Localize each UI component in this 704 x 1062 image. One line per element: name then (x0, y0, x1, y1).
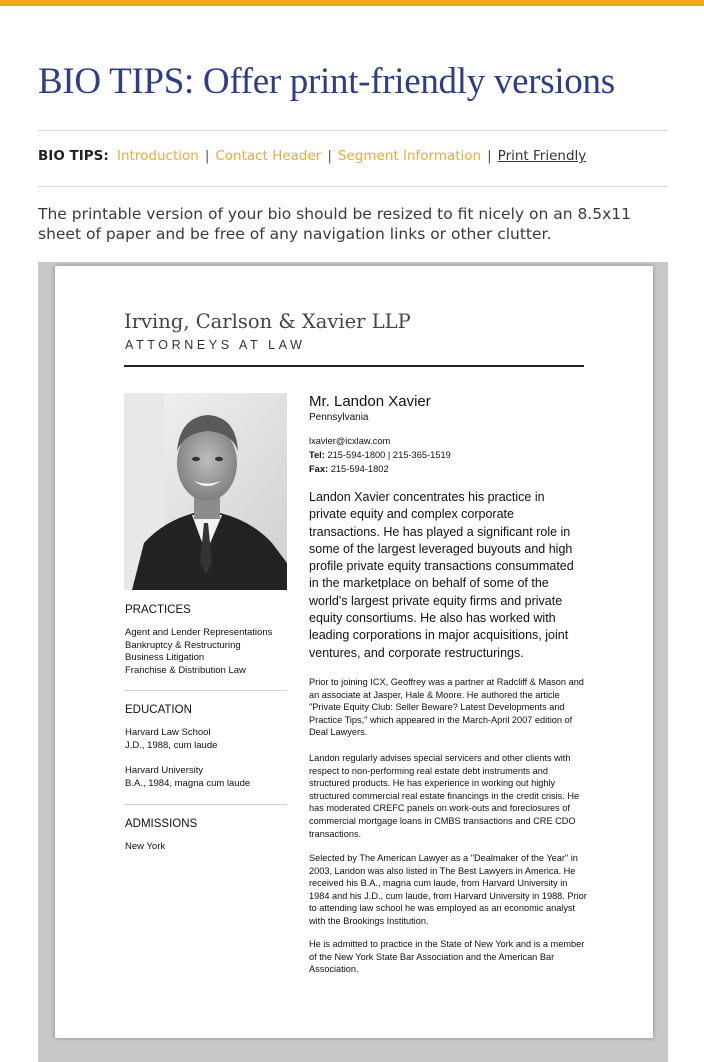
nav-link-segment-information[interactable]: Segment Information (337, 148, 482, 164)
nav-link-print-friendly[interactable]: Print Friendly (497, 148, 587, 164)
attorney-photo (124, 393, 287, 590)
list-item: Bankruptcy & Restructuring (125, 639, 241, 651)
tel-value: 215-594-1800 | 215-365-1519 (327, 450, 451, 460)
practices-heading: PRACTICES (125, 604, 191, 616)
fax-label: Fax: (309, 464, 329, 474)
printable-bio-page (55, 266, 653, 1038)
bio-paragraph: Selected by The American Lawyer as a "Dealmaker of the Year" in 2003, Landon was also listed in The Best Lawyers in America. He received his B.A., magna cum laude, from Harvard University in 1984 and his J.D., cum laude, from Harvard University in 1988. Prior to attending law school he was employed as an economic analyst with the Brookings Institution. (309, 853, 587, 926)
divider-top (38, 130, 668, 131)
divider-bottom (38, 186, 668, 187)
list-item: New York (125, 841, 166, 852)
bio-paragraph: Landon regularly advises special servicers and other clients with respect to non-performing real estate debt instruments and structured products. He has experience in working out highly structured commercial real estate financings in the credit crisis. He has moderated CREFC panels on work-outs and foreclosures of commercial mortgage loans in CMBS transactions and CRE CDO transactions. (309, 753, 580, 839)
sidebar-divider (124, 804, 287, 805)
list-item: Business Litigation (125, 652, 205, 663)
nav-separator: | (487, 148, 492, 164)
email: lxavier@icxlaw.com (309, 436, 391, 446)
top-accent-bar (0, 0, 704, 6)
nav-label: BIO TIPS: (38, 148, 109, 164)
attorney-portrait-icon (124, 393, 287, 590)
header-rule (124, 365, 584, 367)
phone-line (309, 448, 451, 462)
education-list (125, 727, 250, 790)
page-title: BIO TIPS: Offer print-friendly versions (38, 61, 615, 102)
bio-tips-nav (38, 148, 586, 164)
list-item: B.A., 1984, magna cum laude (125, 777, 251, 789)
attorney-location: Pennsylvania (309, 412, 369, 423)
bio-paragraph: Prior to joining ICX, Geoffrey was a partner at Radcliff & Mason and an associate at Jasper, Hale & Moore. He authored the article "Private Equity Club: Seller Beware? Latest Developments and Practice Tips," which appeared in the March-April 2007 edition of Deal Lawyers. (309, 677, 584, 738)
nav-link-contact-header[interactable]: Contact Header (215, 148, 322, 164)
list-item: J.D., 1988, cum laude (125, 739, 218, 751)
list-spacer (125, 752, 250, 765)
education-heading: EDUCATION (125, 704, 192, 716)
firm-subtitle: ATTORNEYS AT LAW (125, 338, 306, 352)
nav-separator: | (327, 148, 332, 164)
sidebar-divider (124, 690, 287, 691)
list-item: Harvard Law School (125, 727, 211, 738)
bio-paragraph: He is admitted to practice in the State of New York and is a member of the New York State Bar Association and the American Bar Association. (309, 939, 585, 975)
admissions-heading: ADMISSIONS (125, 818, 198, 830)
admissions-list (125, 841, 165, 854)
intro-text: The printable version of your bio should be resized to fit nicely on an 8.5x11 sheet of paper and be free of any navigation links or other clutter. (38, 205, 632, 243)
print-preview-frame (38, 262, 668, 1062)
list-item: Harvard University (125, 765, 204, 776)
contact-block (309, 434, 451, 476)
list-item: Agent and Lender Representations (125, 627, 273, 638)
list-item: Franchise & Distribution Law (125, 664, 246, 676)
nav-link-introduction[interactable]: Introduction (117, 148, 199, 164)
firm-name: Irving, Carlson & Xavier LLP (124, 310, 411, 333)
tel-label: Tel: (309, 450, 325, 460)
attorney-name: Mr. Landon Xavier (309, 393, 431, 410)
fax-line (309, 462, 451, 476)
practices-list (125, 627, 272, 677)
bio-lead-paragraph: Landon Xavier concentrates his practice in private equity and complex corporate transactions. He has played a significant role in some of the largest leveraged buyouts and high profile private equity transactions consummated in the marketplace on behalf of some of the world's largest private equity firms and private equity consortiums. He also has worked with leading corporations in major acquisitions, joint ventures, and corporate restructurings. (309, 490, 574, 660)
nav-separator: | (204, 148, 210, 164)
fax-value: 215-594-1802 (330, 464, 389, 474)
